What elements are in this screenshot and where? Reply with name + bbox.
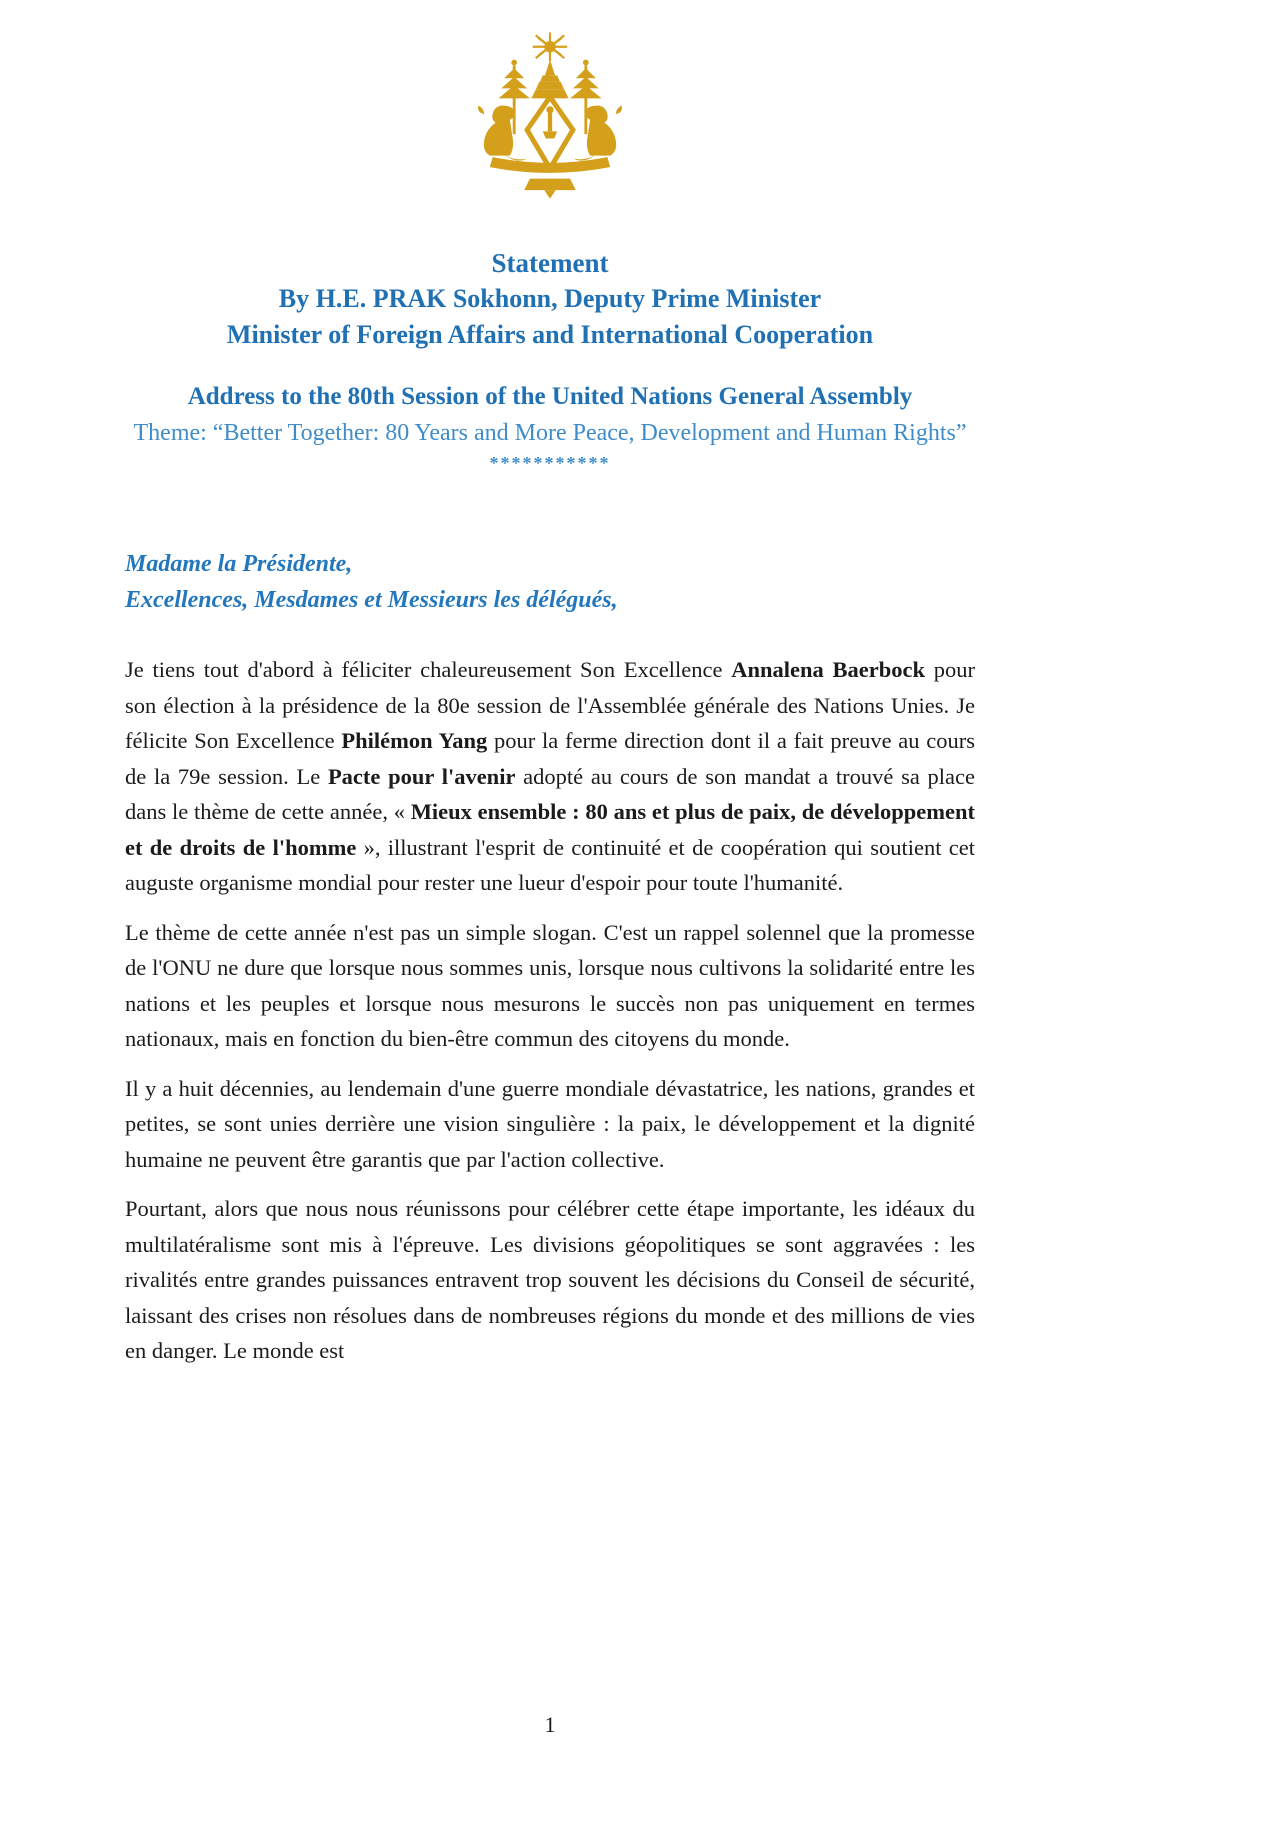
body-paragraph-3: Il y a huit décennies, au lendemain d'une guerre mondiale dévastatrice, les nations, grandes et petites, se sont unies derrière une vision singulière : la paix, le développement et la dignité humaine ne peuvent être garantis que par l'action collective.	[125, 1075, 975, 1172]
body-text	[125, 652, 975, 1369]
theme-line: Theme: “Better Together: 80 Years and More Peace, Development and Human Rights”	[133, 420, 967, 446]
body-paragraph-4: Pourtant, alors que nous nous réunissons pour célébrer cette étape importante, les idéaux du multilatéralisme sont mis à l'épreuve. Les divisions géopolitiques se sont aggravées : les rivalités entre grandes puissances entravent trop souvent les décisions du Conseil de sécurité, laissant des crises non résolues dans de nombreuses régions du monde et des millions de vies en danger. Le monde est	[125, 1196, 975, 1363]
title-block	[0, 245, 1100, 353]
salutation-line-2: Excellences, Mesdames et Messieurs les délégués,	[125, 587, 618, 613]
body-paragraph-2: Le thème de cette année n'est pas un simple slogan. C'est un rappel solennel que la promesse de l'ONU ne dure que lorsque nous sommes unis, lorsque nous cultivons la solidarité entre les nations et les peuples et lorsque nous mesurons le succès non pas uniquement en termes nationaux, mais en fonction du bien-être commun des citoyens du monde.	[125, 919, 975, 1051]
address-block	[0, 379, 1100, 474]
salutation-line-1: Madame la Présidente,	[125, 551, 353, 577]
page-title: Statement	[491, 248, 609, 278]
salutation-block	[125, 546, 975, 618]
page-number: 1	[544, 1712, 556, 1737]
minister-line: Minister of Foreign Affairs and International Cooperation	[226, 320, 874, 349]
address-line: Address to the 80th Session of the United Nations General Assembly	[187, 383, 913, 410]
separator-stars: ***********	[489, 453, 611, 473]
cambodia-royal-arms-icon	[464, 28, 636, 216]
byline: By H.E. PRAK Sokhonn, Deputy Prime Minister	[278, 284, 822, 313]
body-paragraph-1: Je tiens tout d'abord à féliciter chaleureusement Son Excellence Annalena Baerbock pour son élection à la présidence de la 80e session de l'Assemblée générale des Nations Unies. Je félicite Son Excellence Philémon Yang pour la ferme direction dont il a fait preuve au cours de la 79e session. Le Pacte pour l'avenir adopté au cours de son mandat a trouvé sa place dans le thème de cette année, « Mieux ensemble : 80 ans et plus de paix, de développement et de droits de l'homme », illustrant l'esprit de continuité et de coopération qui soutient cet auguste organisme mondial pour rester une lueur d'espoir pour toute l'humanité.	[125, 657, 976, 895]
emblem-container	[0, 0, 1100, 221]
